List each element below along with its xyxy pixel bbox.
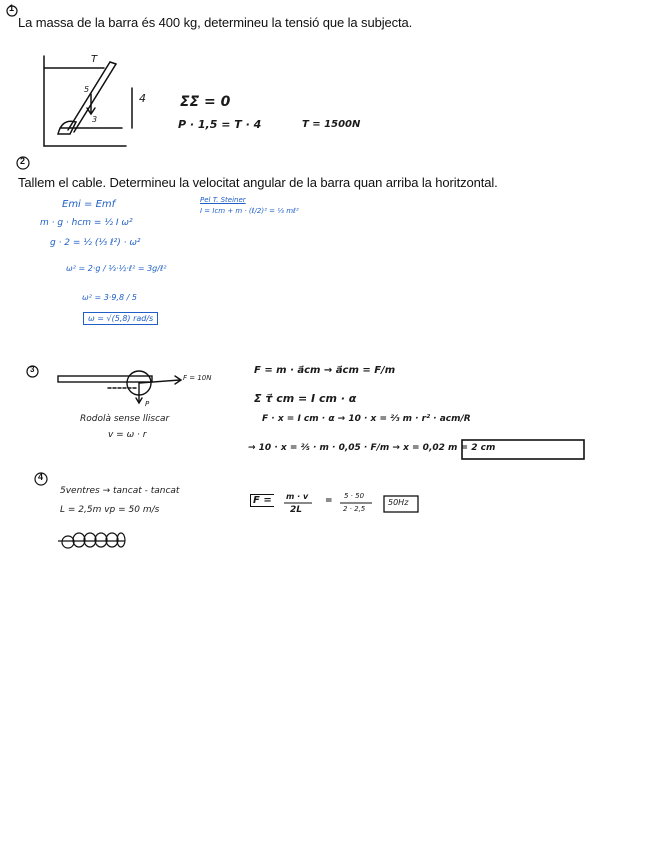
p4-equals: =: [325, 496, 333, 506]
problem-2-number: 2: [16, 156, 30, 175]
p1-eq-1: ΣΣ⃗ = 0: [180, 94, 231, 110]
base-label: 3: [92, 115, 98, 124]
p4-line-2: L = 2,5m vp = 50 m/s: [60, 505, 160, 515]
problem-1-number: 1: [6, 4, 18, 22]
p3-eq-2: Σ τ⃗ cm = I cm · α: [254, 392, 357, 405]
length-label: 5: [84, 85, 90, 94]
p3-eq-1: F = m · a⃗cm → a⃗cm = F/m: [254, 365, 396, 376]
p4-lhs: F =: [250, 494, 274, 507]
problem-2-statement: Tallem el cable. Determineu la velocitat angular de la barra quan arriba la horitzontal.: [18, 175, 498, 190]
p2-step-2: m · g · hcm = ½ I ω²: [40, 218, 133, 228]
p2-step-6: ω = √(5,8) rad/s: [83, 312, 158, 325]
p2-step-5: ω² = 3·9,8 / 5: [82, 293, 137, 302]
p1-eq-3: T = 1500N: [302, 119, 361, 130]
problem-4-number: 4: [34, 472, 48, 491]
p4-frac-top: m · v: [286, 492, 309, 501]
p3-eq-4: → 10 · x = ⅖ · m · 0,05 · F/m → x = 0,02 m = 2 cm: [248, 443, 496, 453]
p3-caption-2: v = ω · r: [108, 430, 147, 440]
problem-1-statement: La massa de la barra és 400 kg, determineu la tensió que la subjecta.: [18, 15, 413, 30]
p4-mid-bottom: 2 · 2,5: [343, 505, 366, 513]
p4-mid-top: 5 · 50: [344, 492, 365, 500]
problem-3-number: 3: [26, 365, 39, 383]
weight-label: P: [145, 400, 150, 408]
p4-frac-bottom: 2L: [290, 505, 302, 515]
height-label: 4: [139, 92, 146, 105]
p3-eq-3: F · x = I cm · α → 10 · x = ⅔ m · r² · acm/R: [262, 414, 471, 424]
p2-side-note-title: Pel T. Steiner: [200, 196, 246, 204]
p2-step-1: Emi = Emf: [62, 199, 116, 210]
p2-side-note: I = Icm + m · (ℓ/2)² = ⅓ mℓ²: [200, 207, 299, 215]
tension-label: T: [91, 54, 98, 65]
p2-step-3: g · 2 = ½ (⅓ ℓ²) · ω²: [50, 238, 141, 248]
p4-line-1: 5ventres → tancat - tancat: [60, 486, 180, 496]
p2-step-4: ω² = 2·g / ⅓·½·ℓ² = 3g/ℓ²: [66, 264, 167, 273]
p3-caption-1: Rodolà sense lliscar: [80, 414, 170, 424]
p1-eq-2: P · 1,5 = T · 4: [178, 118, 262, 131]
p4-result: 50Hz: [388, 498, 409, 507]
force-label: F = 10N: [183, 374, 212, 382]
